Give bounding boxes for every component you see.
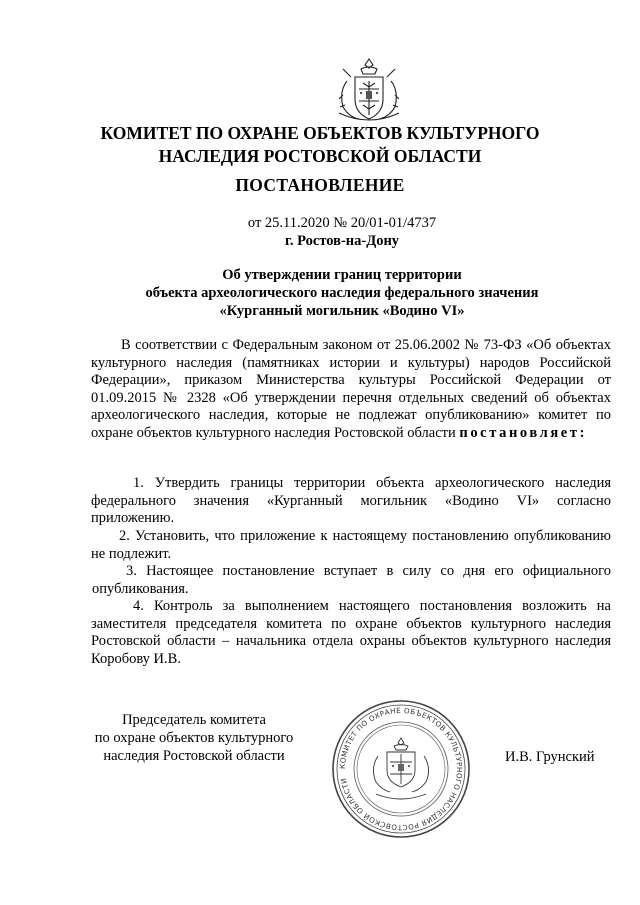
- coat-of-arms-icon: [333, 55, 405, 127]
- preamble-paragraph: [91, 337, 611, 442]
- list-item-2: 2. Установить, что приложение к настоящему постановлению опубликованию не подлежит.: [91, 528, 611, 562]
- subject-line-2: объекта археологического наследия федерального значения: [145, 285, 539, 301]
- document-city: г. Ростов-на-Дону: [284, 233, 400, 249]
- seal-text: КОМИТЕТ ПО ОХРАНЕ ОБЪЕКТОВ КУЛЬТУРНОГО НАСЛЕДИЯ РОСТОВСКОЙ ОБЛАСТИ: [337, 705, 465, 833]
- document-subject: [22, 266, 640, 320]
- decree-word: постановляет:: [459, 424, 587, 441]
- document-date-number: от 25.11.2020 № 20/01-01/4737: [247, 215, 437, 231]
- preamble-text: В соответствии с Федеральным законом от 25.06.2002 № 73-ФЗ «Об объектах культурного наследия (памятниках истории и культуры) народов Российской Федерации», приказом Министерства культуры Российской Федерации от 01.09.2015 № 2328 «Об утверждении перечня отдельных сведений об объектах археологического наследия, которые не подлежат опубликованию» комитет по охране объектов культурного наследия Ростовской области: [91, 337, 611, 441]
- list-item-4: 4. Контроль за выполнением настоящего постановления возложить на заместителя председателя комитета по охране объектов культурного наследия Ростовской области – начальника отдела охраны объектов культурного наследия Коробову И.В.: [91, 598, 611, 667]
- list-item-1: 1. Утвердить границы территории объекта археологического наследия федерального значения «Курганный могильник «Водино VI» согласно приложению.: [91, 475, 611, 526]
- signatory-position: [84, 711, 304, 765]
- org-line-2: НАСЛЕДИЯ РОСТОВСКОЙ ОБЛАСТИ: [158, 146, 482, 166]
- position-line-2: по охране объектов культурного: [94, 730, 294, 746]
- signatory-name: И.В. Грунский: [505, 749, 595, 765]
- position-line-1: Председатель комитета: [122, 712, 266, 728]
- org-line-1: КОМИТЕТ ПО ОХРАНЕ ОБЪЕКТОВ КУЛЬТУРНОГО: [100, 123, 540, 143]
- list-item-3: 3. Настоящее постановление вступает в силу со дня его официального опубликования.: [92, 563, 611, 597]
- subject-line-3: «Курганный могильник «Водино VI»: [219, 303, 465, 319]
- subject-line-1: Об утверждении границ территории: [222, 267, 462, 283]
- organization-name: [0, 122, 640, 168]
- official-seal-icon: [330, 698, 472, 840]
- document-type: ПОСТАНОВЛЕНИЕ: [235, 175, 405, 195]
- position-line-3: наследия Ростовской области: [103, 748, 285, 764]
